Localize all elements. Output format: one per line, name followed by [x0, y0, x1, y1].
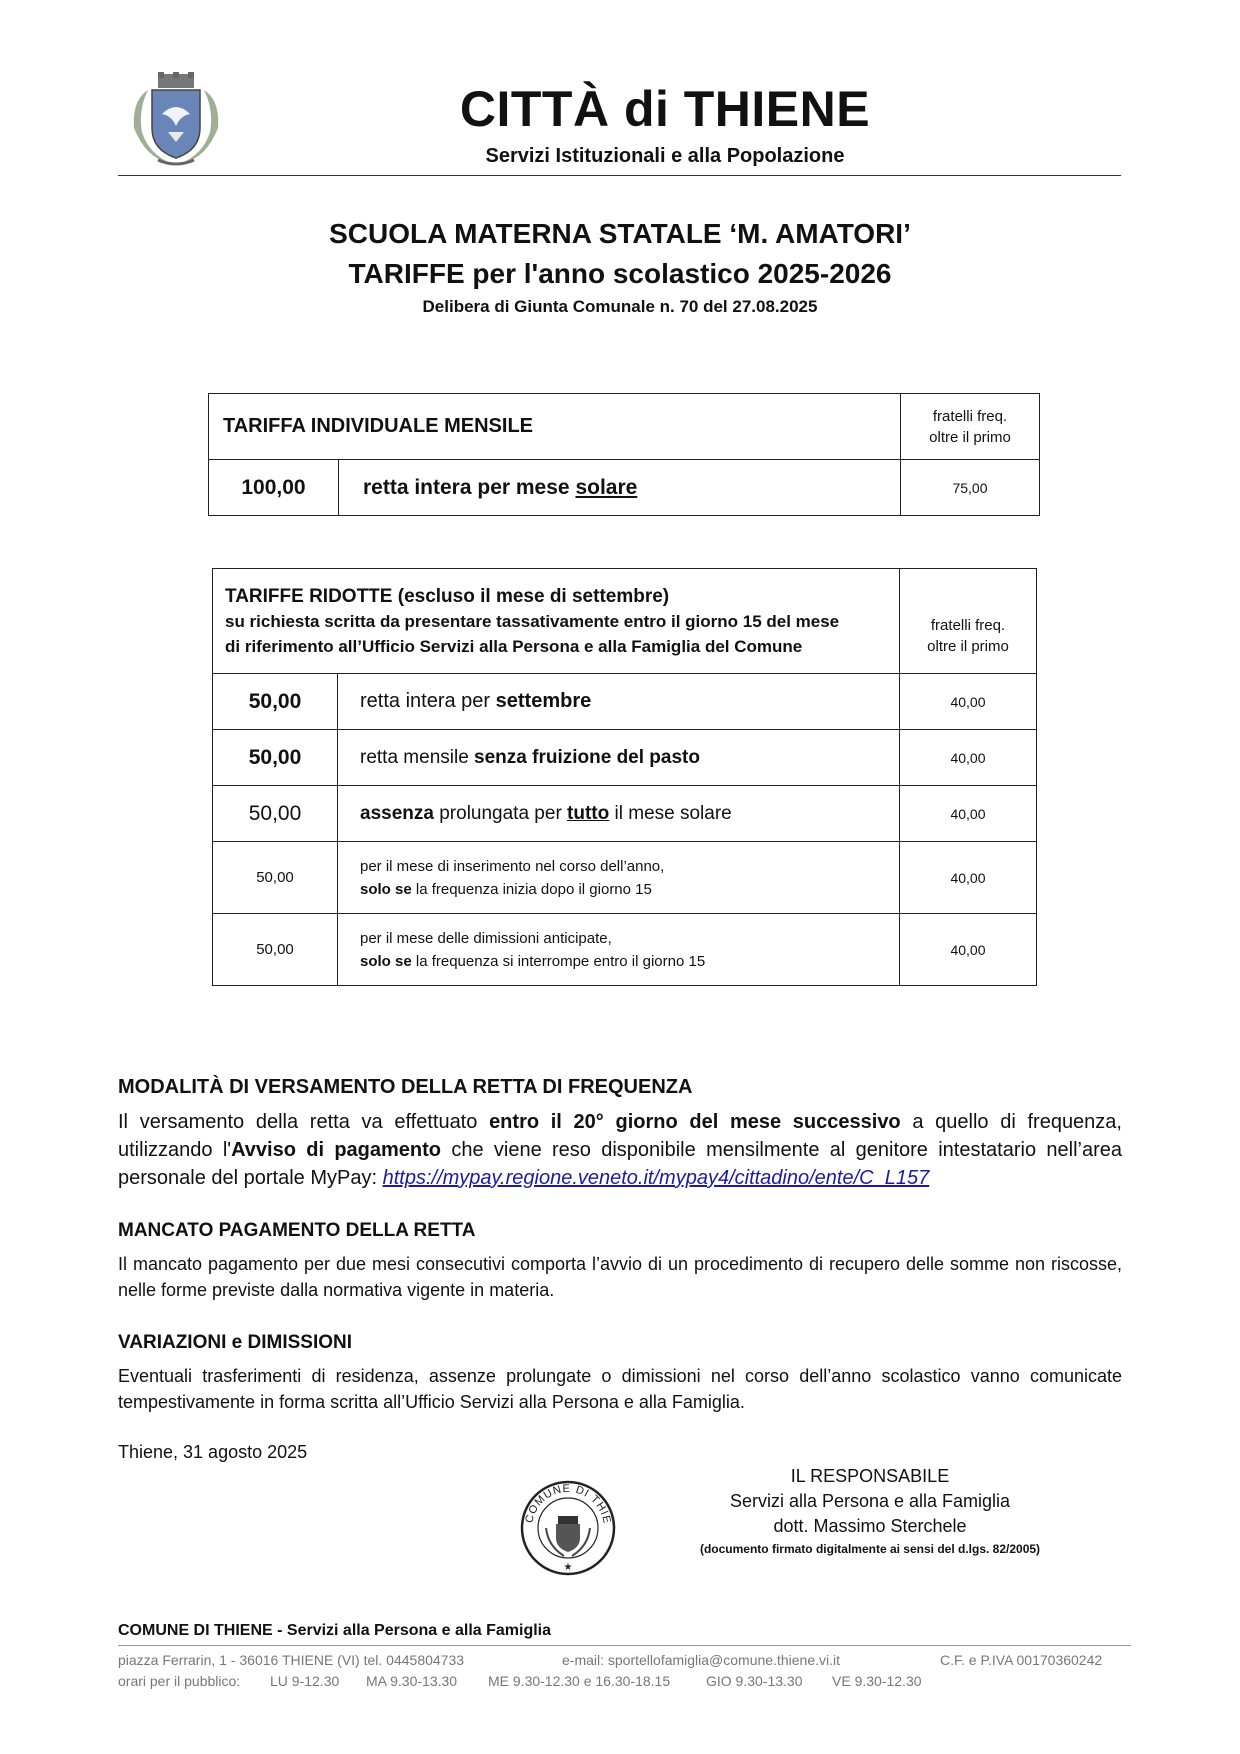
- header-line-1: TARIFFE RIDOTTE (escluso il mese di settembre): [225, 585, 670, 607]
- siblings-amount-cell: 40,00: [900, 786, 1037, 842]
- header-divider: [118, 175, 1121, 176]
- individual-tariff-table: [208, 393, 1040, 516]
- seal-text: COMUNE DI THIE: [523, 1482, 613, 1526]
- description-text: retta intera per: [360, 690, 496, 712]
- siblings-header: [900, 569, 1037, 674]
- signature-role: IL RESPONSABILE: [790, 1466, 950, 1486]
- description-text: il mese solare: [609, 802, 732, 824]
- variations-text: Eventuali trasferimenti di residenza, assenze prolungate o dimissioni nel corso dell’anno scolastico vanno comunicate tempestivamente in forma scritta all’Ufficio Servizi alla Persona e alla Famiglia.: [118, 1366, 1122, 1412]
- variations-heading: VARIAZIONI e DIMISSIONI: [118, 1332, 353, 1353]
- siblings-amount-cell: 40,00: [900, 914, 1037, 986]
- description-cell: [338, 786, 900, 842]
- footer-hours-fri: VE 9.30-12.30: [832, 1673, 922, 1689]
- date-place: Thiene, 31 agosto 2025: [118, 1442, 308, 1462]
- description-emphasis-underlined: tutto: [567, 802, 610, 824]
- siblings-amount-cell: 40,00: [900, 674, 1037, 730]
- signature-block: [690, 1464, 1050, 1559]
- amount-cell: 50,00: [213, 786, 338, 842]
- table-row: [209, 460, 1040, 516]
- payment-text: Il versamento della retta va effettuato: [118, 1111, 490, 1133]
- signature-office: Servizi alla Persona e alla Famiglia: [729, 1491, 1011, 1511]
- footer-hours-mon: LU 9-12.30: [270, 1673, 340, 1689]
- header-line-3: di riferimento all’Ufficio Servizi alla Persona e alla Famiglia del Comune: [225, 636, 803, 656]
- description-emphasis: solare: [575, 475, 638, 499]
- payment-text: che viene reso disponibile mensilmente al genitore intestatario nell’area personale del portale MyPay:: [118, 1139, 1122, 1189]
- missed-payment-text: Il mancato pagamento per due mesi consecutivi comporta l’avvio di un procedimento di recupero delle somme non riscosse, nelle forme previste dalla normativa vigente in materia.: [118, 1254, 1122, 1300]
- footer-hours-thu: GIO 9.30-13.30: [706, 1673, 803, 1689]
- signature-name: dott. Massimo Sterchele: [773, 1516, 967, 1536]
- description-cell: [339, 460, 901, 516]
- signature-note: (documento firmato digitalmente ai sensi del d.lgs. 82/2005): [699, 1542, 1041, 1556]
- siblings-label-line2: oltre il primo: [927, 638, 1009, 655]
- header-line-2: su richiesta scritta da presentare tassativamente entro il giorno 15 del mese: [225, 611, 840, 631]
- table-header: [213, 569, 900, 674]
- missed-payment-heading: MANCATO PAGAMENTO DELLA RETTA: [118, 1220, 476, 1241]
- table-row: [213, 914, 1037, 986]
- reduced-tariff-table: [212, 568, 1037, 986]
- description-cell: [338, 842, 900, 914]
- table-header-row: [213, 569, 1037, 674]
- siblings-label-line1: fratelli freq.: [932, 407, 1008, 425]
- payment-notice: Avviso di pagamento: [231, 1139, 442, 1161]
- payment-paragraph: [118, 1108, 1122, 1192]
- description-emphasis: assenza: [360, 802, 434, 824]
- description-text: prolungata per: [433, 802, 568, 824]
- description-emphasis: solo se: [360, 880, 412, 898]
- table-row: [213, 730, 1037, 786]
- tariffs-title: TARIFFE per l'anno scolastico 2025-2026: [348, 258, 892, 289]
- resolution-reference: Delibera di Giunta Comunale n. 70 del 27.08.2025: [422, 297, 818, 316]
- description-text: retta mensile: [360, 746, 475, 768]
- city-seal-stamp: [518, 1478, 618, 1578]
- footer-vat: C.F. e P.IVA 00170360242: [940, 1652, 1103, 1668]
- description-emphasis: solo se: [360, 952, 412, 970]
- amount-cell: 50,00: [213, 842, 338, 914]
- description-emphasis: senza fruizione del pasto: [474, 746, 700, 768]
- city-title: CITTÀ di THIENE: [459, 81, 871, 137]
- footer-hours-tue: MA 9.30-13.30: [366, 1673, 458, 1689]
- siblings-label-line1: fratelli freq.: [930, 617, 1006, 634]
- description-cell: [338, 730, 900, 786]
- siblings-header: [901, 394, 1040, 460]
- description-text: retta intera per mese: [363, 475, 576, 499]
- siblings-amount-cell: 40,00: [900, 730, 1037, 786]
- description-cell: [338, 674, 900, 730]
- svg-text:★: ★: [563, 1562, 573, 1573]
- siblings-label-line2: oltre il primo: [929, 428, 1011, 446]
- payment-deadline: entro il 20° giorno del mese successivo: [489, 1111, 901, 1133]
- school-title: SCUOLA MATERNA STATALE ‘M. AMATORI’: [329, 218, 911, 249]
- footer-address: piazza Ferrarin, 1 - 36016 THIENE (VI) tel. 0445804733: [118, 1652, 465, 1668]
- siblings-amount-cell: 40,00: [900, 842, 1037, 914]
- description-line-1: per il mese di inserimento nel corso dell’anno,: [360, 857, 665, 875]
- footer-hours-wed: ME 9.30-12.30 e 16.30-18.15: [488, 1673, 671, 1689]
- description-line-2: la frequenza si interrompe entro il giorno 15: [411, 952, 706, 970]
- footer-divider: [118, 1645, 1131, 1646]
- amount-cell: 50,00: [213, 674, 338, 730]
- description-line-1: per il mese delle dimissioni anticipate,: [360, 929, 612, 947]
- department-subtitle: Servizi Istituzionali e alla Popolazione: [485, 145, 845, 167]
- siblings-amount-cell: 75,00: [901, 460, 1040, 516]
- description-line-2: la frequenza inizia dopo il giorno 15: [411, 880, 652, 898]
- footer-email: e-mail: sportellofamiglia@comune.thiene.vi.it: [562, 1652, 840, 1668]
- payment-text: a quello di frequenza, utilizzando l': [118, 1111, 1122, 1161]
- mypay-link[interactable]: https://mypay.regione.veneto.it/mypay4/cittadino/ente/C_L157: [382, 1167, 930, 1189]
- table-header-row: [209, 394, 1040, 460]
- amount-cell: 100,00: [209, 460, 339, 516]
- table-row: [213, 786, 1037, 842]
- table-row: [213, 842, 1037, 914]
- table-row: [213, 674, 1037, 730]
- payment-heading: MODALITÀ DI VERSAMENTO DELLA RETTA DI FREQUENZA: [118, 1076, 693, 1098]
- description-cell: [338, 914, 900, 986]
- description-emphasis: settembre: [495, 690, 592, 712]
- footer-hours-label: orari per il pubblico:: [118, 1673, 241, 1689]
- amount-cell: 50,00: [213, 730, 338, 786]
- footer-heading: COMUNE DI THIENE - Servizi alla Persona e alla Famiglia: [118, 1622, 552, 1639]
- table-header: TARIFFA INDIVIDUALE MENSILE: [209, 394, 901, 460]
- amount-cell: 50,00: [213, 914, 338, 986]
